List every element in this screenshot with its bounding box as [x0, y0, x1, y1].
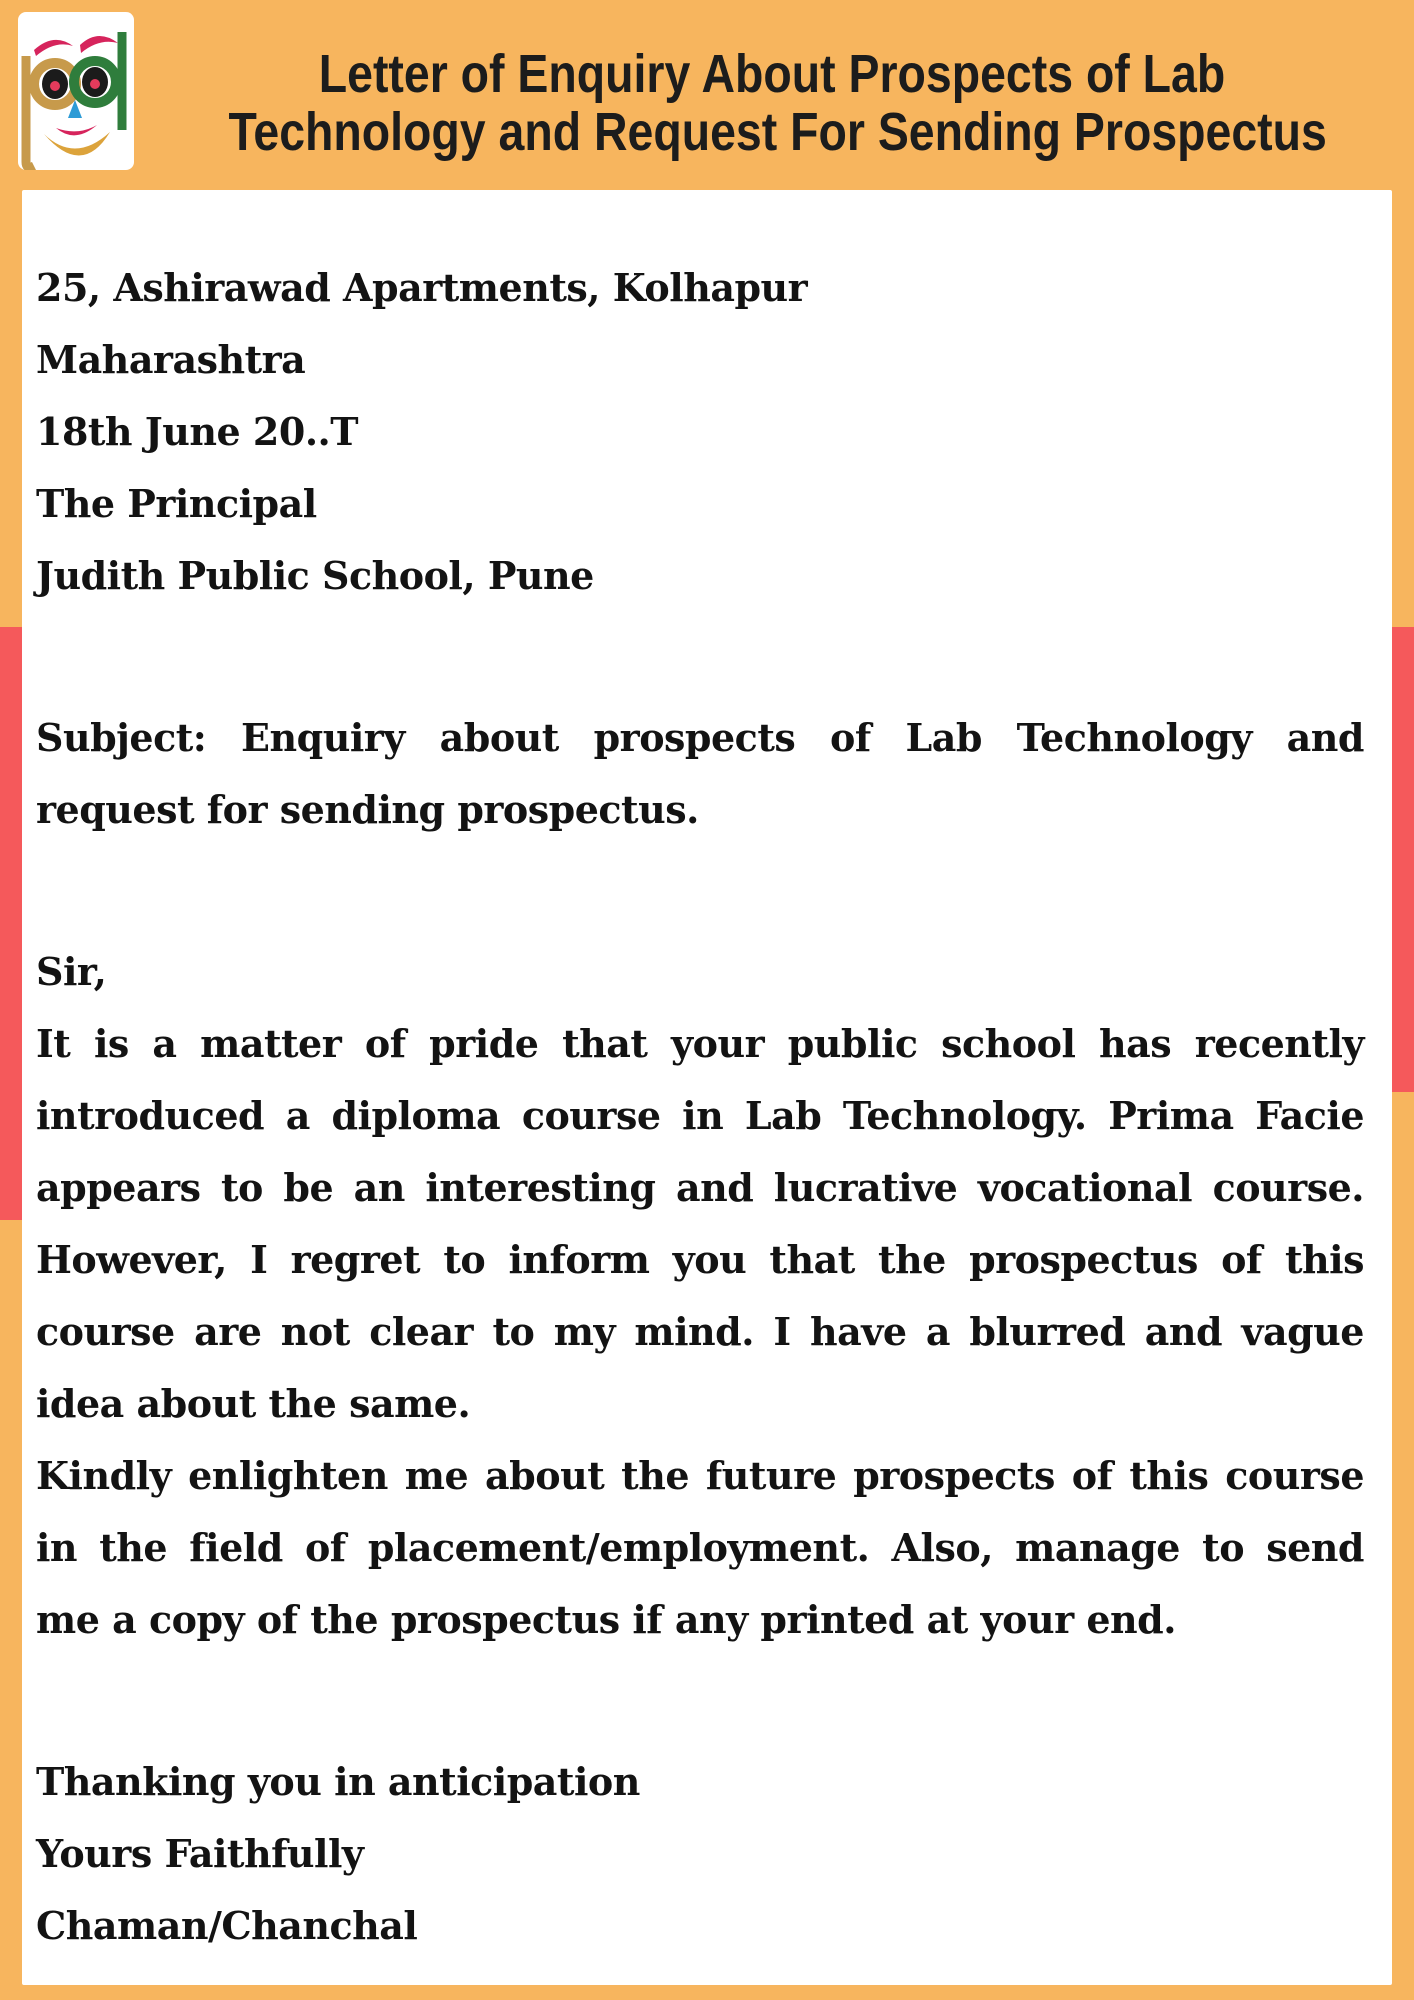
closing-block	[36, 1746, 1364, 1962]
subject-line: request for sending prospectus.	[36, 787, 699, 832]
recipient-line: Judith Public School, Pune	[36, 553, 594, 598]
letter-card	[22, 190, 1392, 1985]
body-line: appears to be an interesting and lucrative vocational course.	[36, 1165, 1364, 1210]
right-accent-bar	[1392, 627, 1414, 1092]
sender-line: Maharashtra	[36, 337, 306, 382]
body-line: It is a matter of pride that your public school has recently	[36, 1021, 1364, 1066]
body-block	[36, 936, 1364, 1656]
pd-face-logo	[18, 12, 134, 170]
closing-line: Thanking you in anticipation	[36, 1759, 640, 1804]
subject-line: Subject: Enquiry about prospects of Lab Technology and	[36, 715, 1364, 760]
salutation-line: Sir,	[36, 949, 107, 994]
body-line: in the field of placement/employment. Also, manage to send	[36, 1525, 1364, 1570]
sender-block	[36, 252, 1364, 612]
recipient-line: The Principal	[36, 481, 317, 526]
body-line: me a copy of the prospectus if any printed at your end.	[36, 1597, 1176, 1642]
date-line: 18th June 20..T	[36, 409, 359, 454]
pd-face-logo-icon	[18, 12, 134, 170]
title-line-2: Technology and Request For Sending Prospectus	[228, 102, 1327, 162]
header	[0, 0, 1414, 190]
closing-line: Yours Faithfully	[36, 1831, 364, 1876]
body-line: introduced a diploma course in Lab Technology. Prima Facie	[36, 1093, 1364, 1138]
body-line: idea about the same.	[36, 1381, 471, 1426]
signature-line: Chaman/Chanchal	[36, 1903, 418, 1948]
body-line: However, I regret to inform you that the prospectus of this	[36, 1237, 1364, 1282]
body-line: Kindly enlighten me about the future prospects of this course	[36, 1453, 1364, 1498]
body-line: course are not clear to my mind. I have a blurred and vague	[36, 1309, 1364, 1354]
page-title	[140, 45, 1404, 161]
subject-block	[36, 702, 1364, 846]
sender-line: 25, Ashirawad Apartments, Kolhapur	[36, 265, 808, 310]
title-line-1: Letter of Enquiry About Prospects of Lab	[318, 44, 1226, 104]
left-accent-bar	[0, 627, 22, 1220]
